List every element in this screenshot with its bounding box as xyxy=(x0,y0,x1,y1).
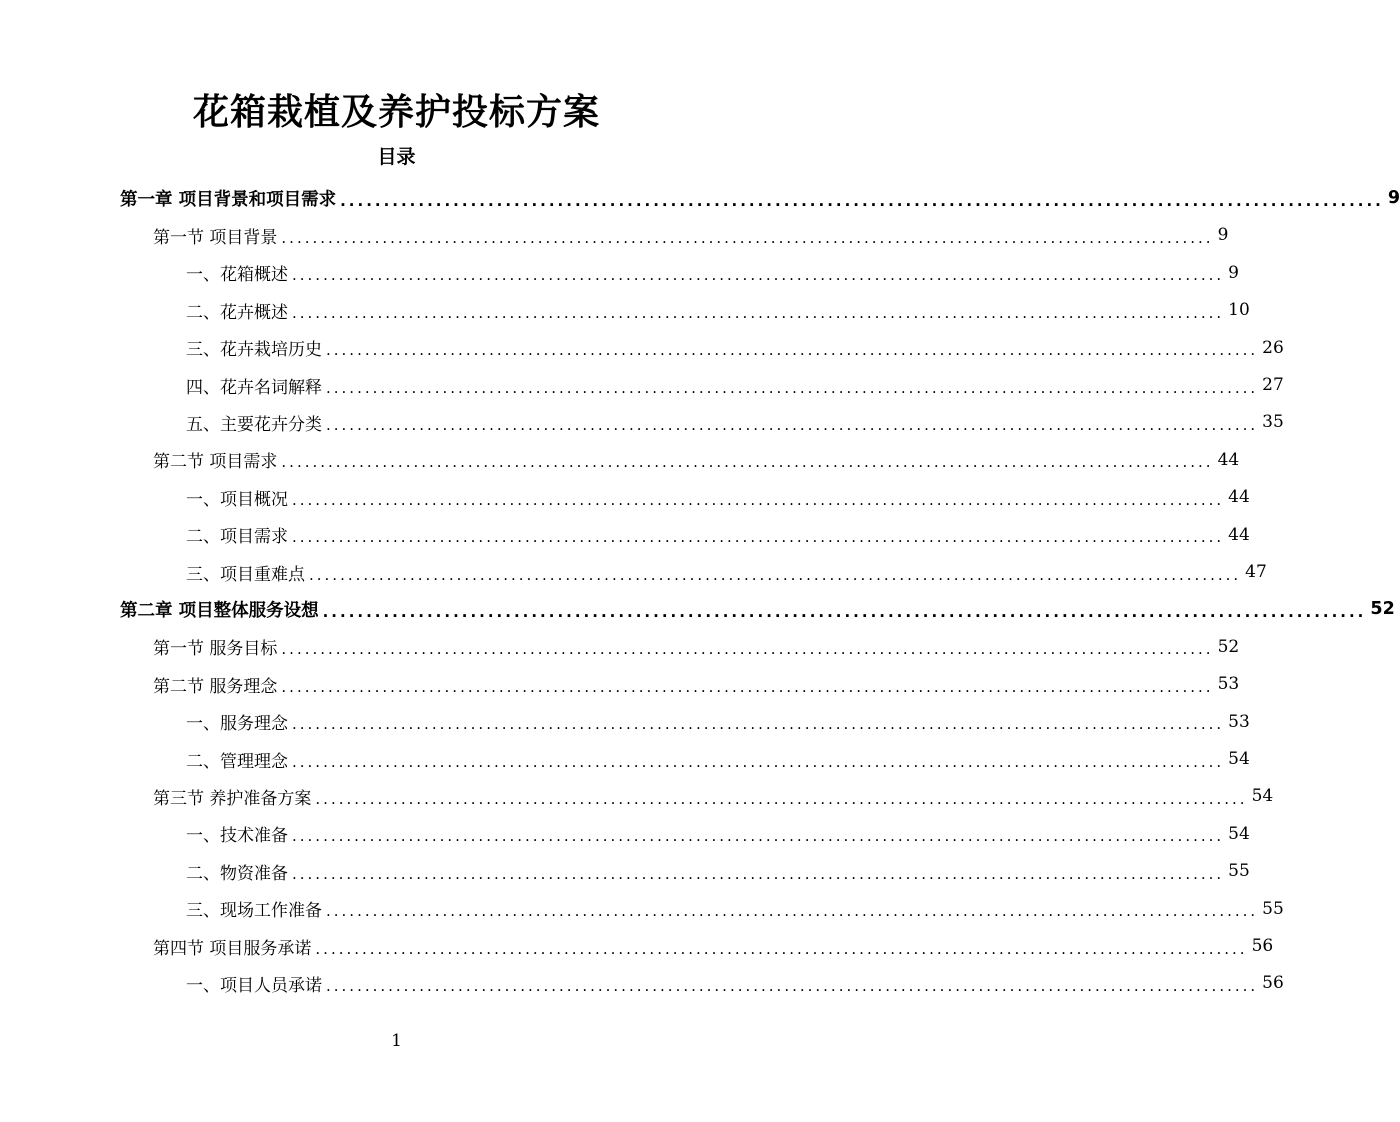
toc-entry[interactable] xyxy=(186,366,1284,404)
toc-entry[interactable] xyxy=(186,254,1239,292)
toc-entry-label: 第四节 项目服务承诺 xyxy=(153,938,312,959)
page-number: 1 xyxy=(391,1031,402,1051)
toc-dot-leader: ........................................................................................................................ xyxy=(281,640,1214,659)
toc-entry-label: 一、项目概况 xyxy=(186,489,288,510)
toc-entry-label: 三、现场工作准备 xyxy=(186,901,322,922)
toc-entry-label: 第二节 服务理念 xyxy=(153,676,278,697)
toc-dot-leader: ........................................................................................................................ xyxy=(292,715,1225,734)
toc-entry-label: 二、物资准备 xyxy=(186,863,288,884)
toc-entry-page: 55 xyxy=(1262,898,1284,919)
toc-entry[interactable] xyxy=(186,964,1284,1002)
toc-entry-label: 第一节 项目背景 xyxy=(153,227,278,248)
toc-entry[interactable] xyxy=(186,703,1250,741)
toc-entry-label: 二、项目需求 xyxy=(186,527,288,548)
toc-dot-leader: ........................................................................................................................ xyxy=(292,266,1225,285)
toc-entry-label: 三、花卉栽培历史 xyxy=(186,340,322,361)
toc-entry-page: 44 xyxy=(1228,524,1250,545)
toc-entry[interactable] xyxy=(186,329,1284,367)
toc-dot-leader: ........................................................................................................................ xyxy=(326,976,1259,995)
toc-entry[interactable] xyxy=(153,665,1240,703)
toc-dot-leader: ........................................................................................................................ xyxy=(292,490,1225,509)
toc-entry[interactable] xyxy=(186,291,1250,329)
toc-entry-label: 二、管理理念 xyxy=(186,751,288,772)
toc-entry-page: 54 xyxy=(1228,823,1250,844)
toc-entry[interactable] xyxy=(186,815,1250,853)
toc-entry-label: 第一章 项目背景和项目需求 xyxy=(120,189,337,210)
toc-heading: 目录 xyxy=(377,146,416,168)
toc-entry-page: 26 xyxy=(1262,337,1284,358)
toc-entry-label: 一、花箱概述 xyxy=(186,265,288,286)
toc-dot-leader: ........................................................................................................................ xyxy=(340,191,1384,210)
toc-entry-page: 27 xyxy=(1262,375,1284,395)
toc-entry-page: 53 xyxy=(1217,674,1240,695)
toc-entry-label: 一、技术准备 xyxy=(186,826,288,847)
toc-dot-leader: ........................................................................................................................ xyxy=(281,228,1214,247)
toc-entry-page: 9 xyxy=(1387,188,1400,208)
document-title: 花箱栽植及养护投标方案 xyxy=(192,92,600,133)
toc-entry[interactable] xyxy=(153,216,1229,254)
toc-dot-leader: ........................................................................................................................ xyxy=(315,789,1248,808)
toc-entry-page: 9 xyxy=(1217,225,1229,246)
toc-dot-leader: ........................................................................................................................ xyxy=(315,939,1248,958)
toc-dot-leader: ........................................................................................................................ xyxy=(292,528,1225,547)
toc-entry-page: 54 xyxy=(1228,749,1250,769)
toc-entry-page: 44 xyxy=(1228,487,1250,508)
toc-entry[interactable] xyxy=(153,628,1240,666)
toc-dot-leader: ........................................................................................................................ xyxy=(326,378,1259,397)
toc-entry[interactable] xyxy=(186,478,1250,516)
toc-entry-label: 第二章 项目整体服务设想 xyxy=(120,600,319,621)
toc-dot-leader: ........................................................................................................................ xyxy=(281,453,1214,472)
toc-entry-page: 55 xyxy=(1228,861,1250,882)
toc-entry[interactable] xyxy=(153,927,1274,965)
toc-entry[interactable] xyxy=(186,852,1250,890)
toc-entry-page: 53 xyxy=(1228,711,1250,732)
toc-entry-label: 三、项目重难点 xyxy=(186,564,305,585)
toc-entry-page: 9 xyxy=(1228,262,1239,283)
toc-entry[interactable] xyxy=(186,890,1284,928)
toc-dot-leader: ........................................................................................................................ xyxy=(326,902,1259,921)
toc-dot-leader: ........................................................................................................................ xyxy=(326,415,1259,434)
toc-entry-page: 47 xyxy=(1245,562,1267,582)
toc-entry-label: 五、主要花卉分类 xyxy=(186,414,322,435)
toc-entry-page: 35 xyxy=(1262,412,1284,433)
toc-dot-leader: ........................................................................................................................ xyxy=(309,565,1242,584)
toc-entry[interactable] xyxy=(186,553,1267,591)
toc-entry-page: 10 xyxy=(1228,300,1250,321)
toc-entry-label: 一、服务理念 xyxy=(186,714,288,735)
toc-entry-page: 54 xyxy=(1251,786,1274,807)
toc-entry[interactable] xyxy=(120,179,1400,217)
toc-dot-leader: ........................................................................................................................ xyxy=(281,677,1214,696)
toc-entry-label: 二、花卉概述 xyxy=(186,302,288,323)
toc-entry-page: 44 xyxy=(1217,449,1240,470)
toc-entry[interactable] xyxy=(153,441,1240,479)
toc-entry-page: 56 xyxy=(1251,936,1274,956)
toc-dot-leader: ........................................................................................................................ xyxy=(292,303,1225,322)
toc-dot-leader: ........................................................................................................................ xyxy=(292,864,1225,883)
toc-entry[interactable] xyxy=(186,403,1284,441)
toc-entry[interactable] xyxy=(153,777,1274,815)
toc-dot-leader: ........................................................................................................................ xyxy=(292,827,1225,846)
toc-dot-leader: ........................................................................................................................ xyxy=(292,752,1225,771)
toc-entry-page: 56 xyxy=(1262,973,1284,994)
toc-dot-leader: ........................................................................................................................ xyxy=(326,341,1259,360)
toc-entry-label: 第二节 项目需求 xyxy=(153,452,278,473)
toc-entry[interactable] xyxy=(120,590,1395,628)
toc-entry[interactable] xyxy=(186,740,1250,778)
toc-entry-label: 四、花卉名词解释 xyxy=(186,377,322,398)
toc-entry-label: 第三节 养护准备方案 xyxy=(153,788,312,809)
toc-dot-leader: ........................................................................................................................ xyxy=(322,602,1367,621)
toc-entry-page: 52 xyxy=(1217,636,1240,657)
toc-entry[interactable] xyxy=(186,516,1250,554)
toc-entry-label: 第一节 服务目标 xyxy=(153,639,278,660)
toc-entry-label: 一、项目人员承诺 xyxy=(186,975,322,996)
toc-entry-page: 52 xyxy=(1370,599,1395,620)
